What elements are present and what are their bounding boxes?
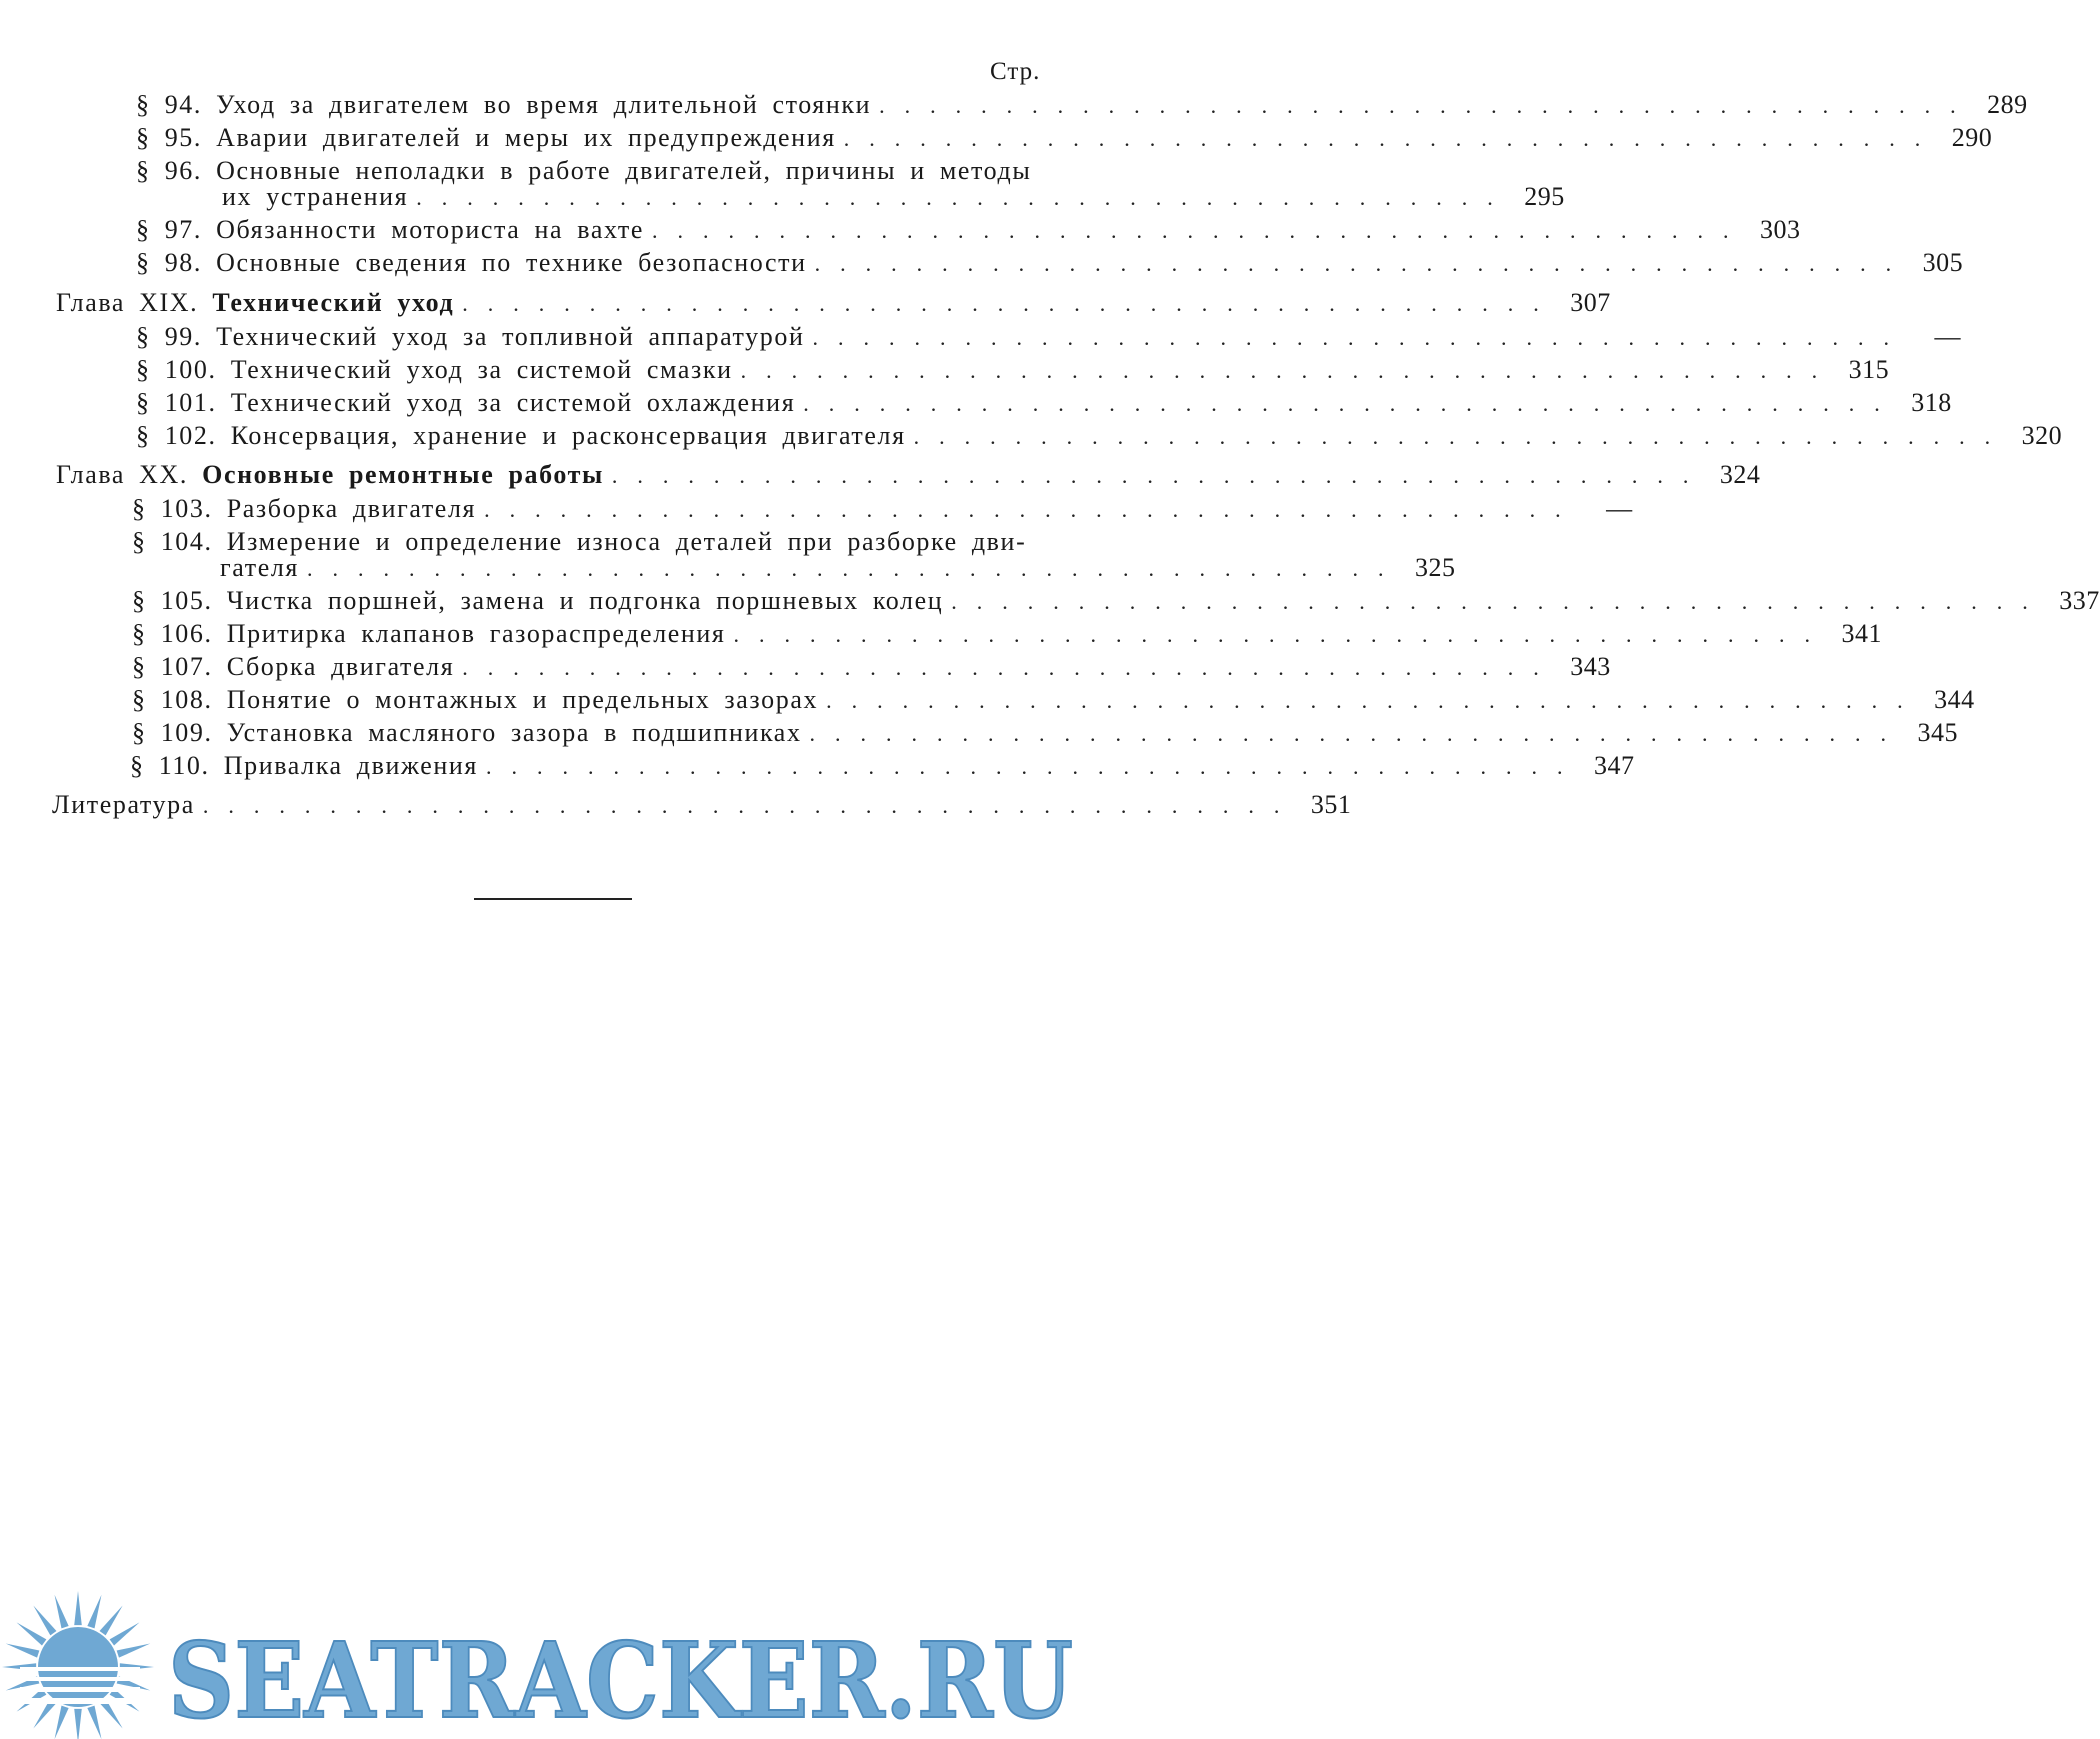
chapter-heading: Глава XIX. Технический уход (56, 288, 455, 317)
leader-dots: ........................................... (306, 556, 1404, 581)
sun-ray (100, 1606, 123, 1636)
toc-entry-107[interactable] (132, 652, 1611, 683)
leader-dots: ........................................... (843, 126, 1941, 151)
toc-entry-label: § 95. Аварии двигателей и меры их предупреждения (136, 123, 836, 152)
watermark-logo (0, 1585, 1080, 1739)
toc-page-number: 325 (1414, 553, 1456, 582)
toc-entry-106[interactable] (132, 619, 1882, 650)
toc-page-number: 351 (1310, 790, 1352, 819)
toc-entry-110[interactable] (130, 751, 1635, 782)
toc-entry-96-line1[interactable]: § 96. Основные неполадки в работе двигателей, причины и методы (136, 156, 1032, 185)
toc-entry-98[interactable] (136, 248, 1964, 279)
leader-dots: ........................................... (462, 291, 1559, 316)
sun-ray (33, 1606, 56, 1636)
toc-entry-96[interactable] (222, 182, 1565, 213)
leader-dots: ........................................... (484, 497, 1581, 522)
toc-entry-label: § 107. Сборка двигателя (132, 652, 455, 681)
toc-entry-label: § 103. Разборка двигателя (132, 494, 477, 523)
toc-entry-label: гателя (220, 553, 299, 582)
sun-ray (55, 1595, 69, 1629)
leader-dots: ........................................... (416, 185, 1513, 210)
sun-icon (2, 1591, 154, 1739)
toc-literature[interactable] (52, 790, 1352, 821)
toc-page-number: — (1606, 494, 1633, 523)
toc-entry-label: § 109. Установка масляного зазора в подшипниках (132, 718, 802, 747)
sun-ray (110, 1622, 140, 1645)
toc-entry-95[interactable] (136, 123, 1993, 154)
toc-chapter-19[interactable] (56, 288, 1611, 319)
toc-entry-label: § 108. Понятие о монтажных и предельных зазорах (132, 685, 819, 714)
toc-page-number: 345 (1917, 718, 1959, 747)
sun-ray (117, 1644, 151, 1658)
sun-ray (55, 1706, 69, 1739)
toc-page-number: 307 (1570, 288, 1611, 317)
toc-page-number: 344 (1934, 685, 1975, 714)
leader-dots: ........................................... (462, 655, 1559, 680)
leader-dots: ........................................... (814, 251, 1912, 276)
toc-page-number: — (1934, 322, 1961, 351)
toc-chapter-20[interactable] (56, 460, 1761, 491)
toc-entry-101[interactable] (136, 388, 1952, 419)
toc-page-number: 303 (1760, 215, 1801, 244)
toc-entry-label: Литература (52, 790, 195, 819)
leader-dots: ........................................... (879, 93, 1976, 118)
toc-page-number: 315 (1848, 355, 1890, 384)
toc-page-number: 337 (2059, 586, 2100, 615)
toc-entry-label: § 98. Основные сведения по технике безопасности (136, 248, 807, 277)
sun-ray (87, 1595, 101, 1629)
chapter-heading: Глава XX. Основные ремонтные работы (56, 460, 604, 489)
toc-entry-label: § 106. Притирка клапанов газораспределения (132, 619, 726, 648)
leader-dots: ........................................... (652, 218, 1749, 243)
sun-ray (74, 1709, 82, 1739)
toc-entry-label: § 100. Технический уход за системой смазки (136, 355, 733, 384)
toc-entry-108[interactable] (132, 685, 1975, 716)
toc-entry-100[interactable] (136, 355, 1890, 386)
leader-dots: ........................................... (485, 754, 1583, 779)
sun-ray (17, 1622, 47, 1645)
toc-page-number: 320 (2021, 421, 2063, 450)
leader-dots: ........................................... (202, 793, 1300, 818)
toc-entry-103[interactable] (132, 494, 1633, 525)
watermark-text: SEATRACKER.RU (168, 1619, 1073, 1739)
leader-dots: ........................................... (826, 688, 1923, 713)
leader-dots: ........................................... (812, 325, 1909, 350)
leader-dots: ........................................... (611, 463, 1709, 488)
toc-entry-label: § 101. Технический уход за системой охлаждения (136, 388, 796, 417)
sun-ray (87, 1706, 101, 1739)
toc-entry-102[interactable] (136, 421, 2063, 452)
leader-dots: ........................................... (733, 622, 1830, 647)
toc-page-number: 305 (1922, 248, 1964, 277)
leader-dots: ........................................... (951, 589, 2048, 614)
leader-dots: ........................................... (809, 721, 1907, 746)
toc-page-number: 318 (1911, 388, 1952, 417)
sun-ray (74, 1591, 82, 1625)
toc-entry-label: § 94. Уход за двигателем во время длительной стоянки (136, 90, 872, 119)
toc-page-number: 289 (1987, 90, 2028, 119)
leader-dots: ........................................... (913, 424, 2011, 449)
toc-entry-label: § 99. Технический уход за топливной аппаратурой (136, 322, 805, 351)
toc-entry-label: их устранения (222, 182, 409, 211)
toc-entry-97[interactable] (136, 215, 1801, 246)
toc-entry-104-line1[interactable]: § 104. Измерение и определение износа деталей при разборке дви- (132, 527, 1027, 556)
page-column-header: Стр. (990, 58, 1041, 85)
toc-entry-label: § 102. Консервация, хранение и расконсервация двигателя (136, 421, 906, 450)
toc-entry-99[interactable] (136, 322, 1961, 353)
toc-page-number: 341 (1841, 619, 1882, 648)
sun-ray (6, 1644, 40, 1658)
end-rule (474, 898, 632, 900)
toc-entry-105[interactable] (132, 586, 2100, 617)
leader-dots: ........................................... (803, 391, 1900, 416)
toc-entry-94[interactable] (136, 90, 2028, 121)
toc-entry-label: § 97. Обязанности моториста на вахте (136, 215, 645, 244)
toc-page-number: 295 (1524, 182, 1565, 211)
toc-entry-109[interactable] (132, 718, 1959, 749)
toc-entry-label: § 105. Чистка поршней, замена и подгонка поршневых колец (132, 586, 944, 615)
toc-entry-label: § 110. Привалка движения (130, 751, 478, 780)
toc-page-number: 290 (1951, 123, 1993, 152)
toc-page-number: 347 (1593, 751, 1635, 780)
toc-page-number: 343 (1570, 652, 1611, 681)
leader-dots: ........................................... (740, 358, 1838, 383)
toc-entry-104[interactable] (220, 553, 1456, 584)
toc-page-number: 324 (1719, 460, 1761, 489)
